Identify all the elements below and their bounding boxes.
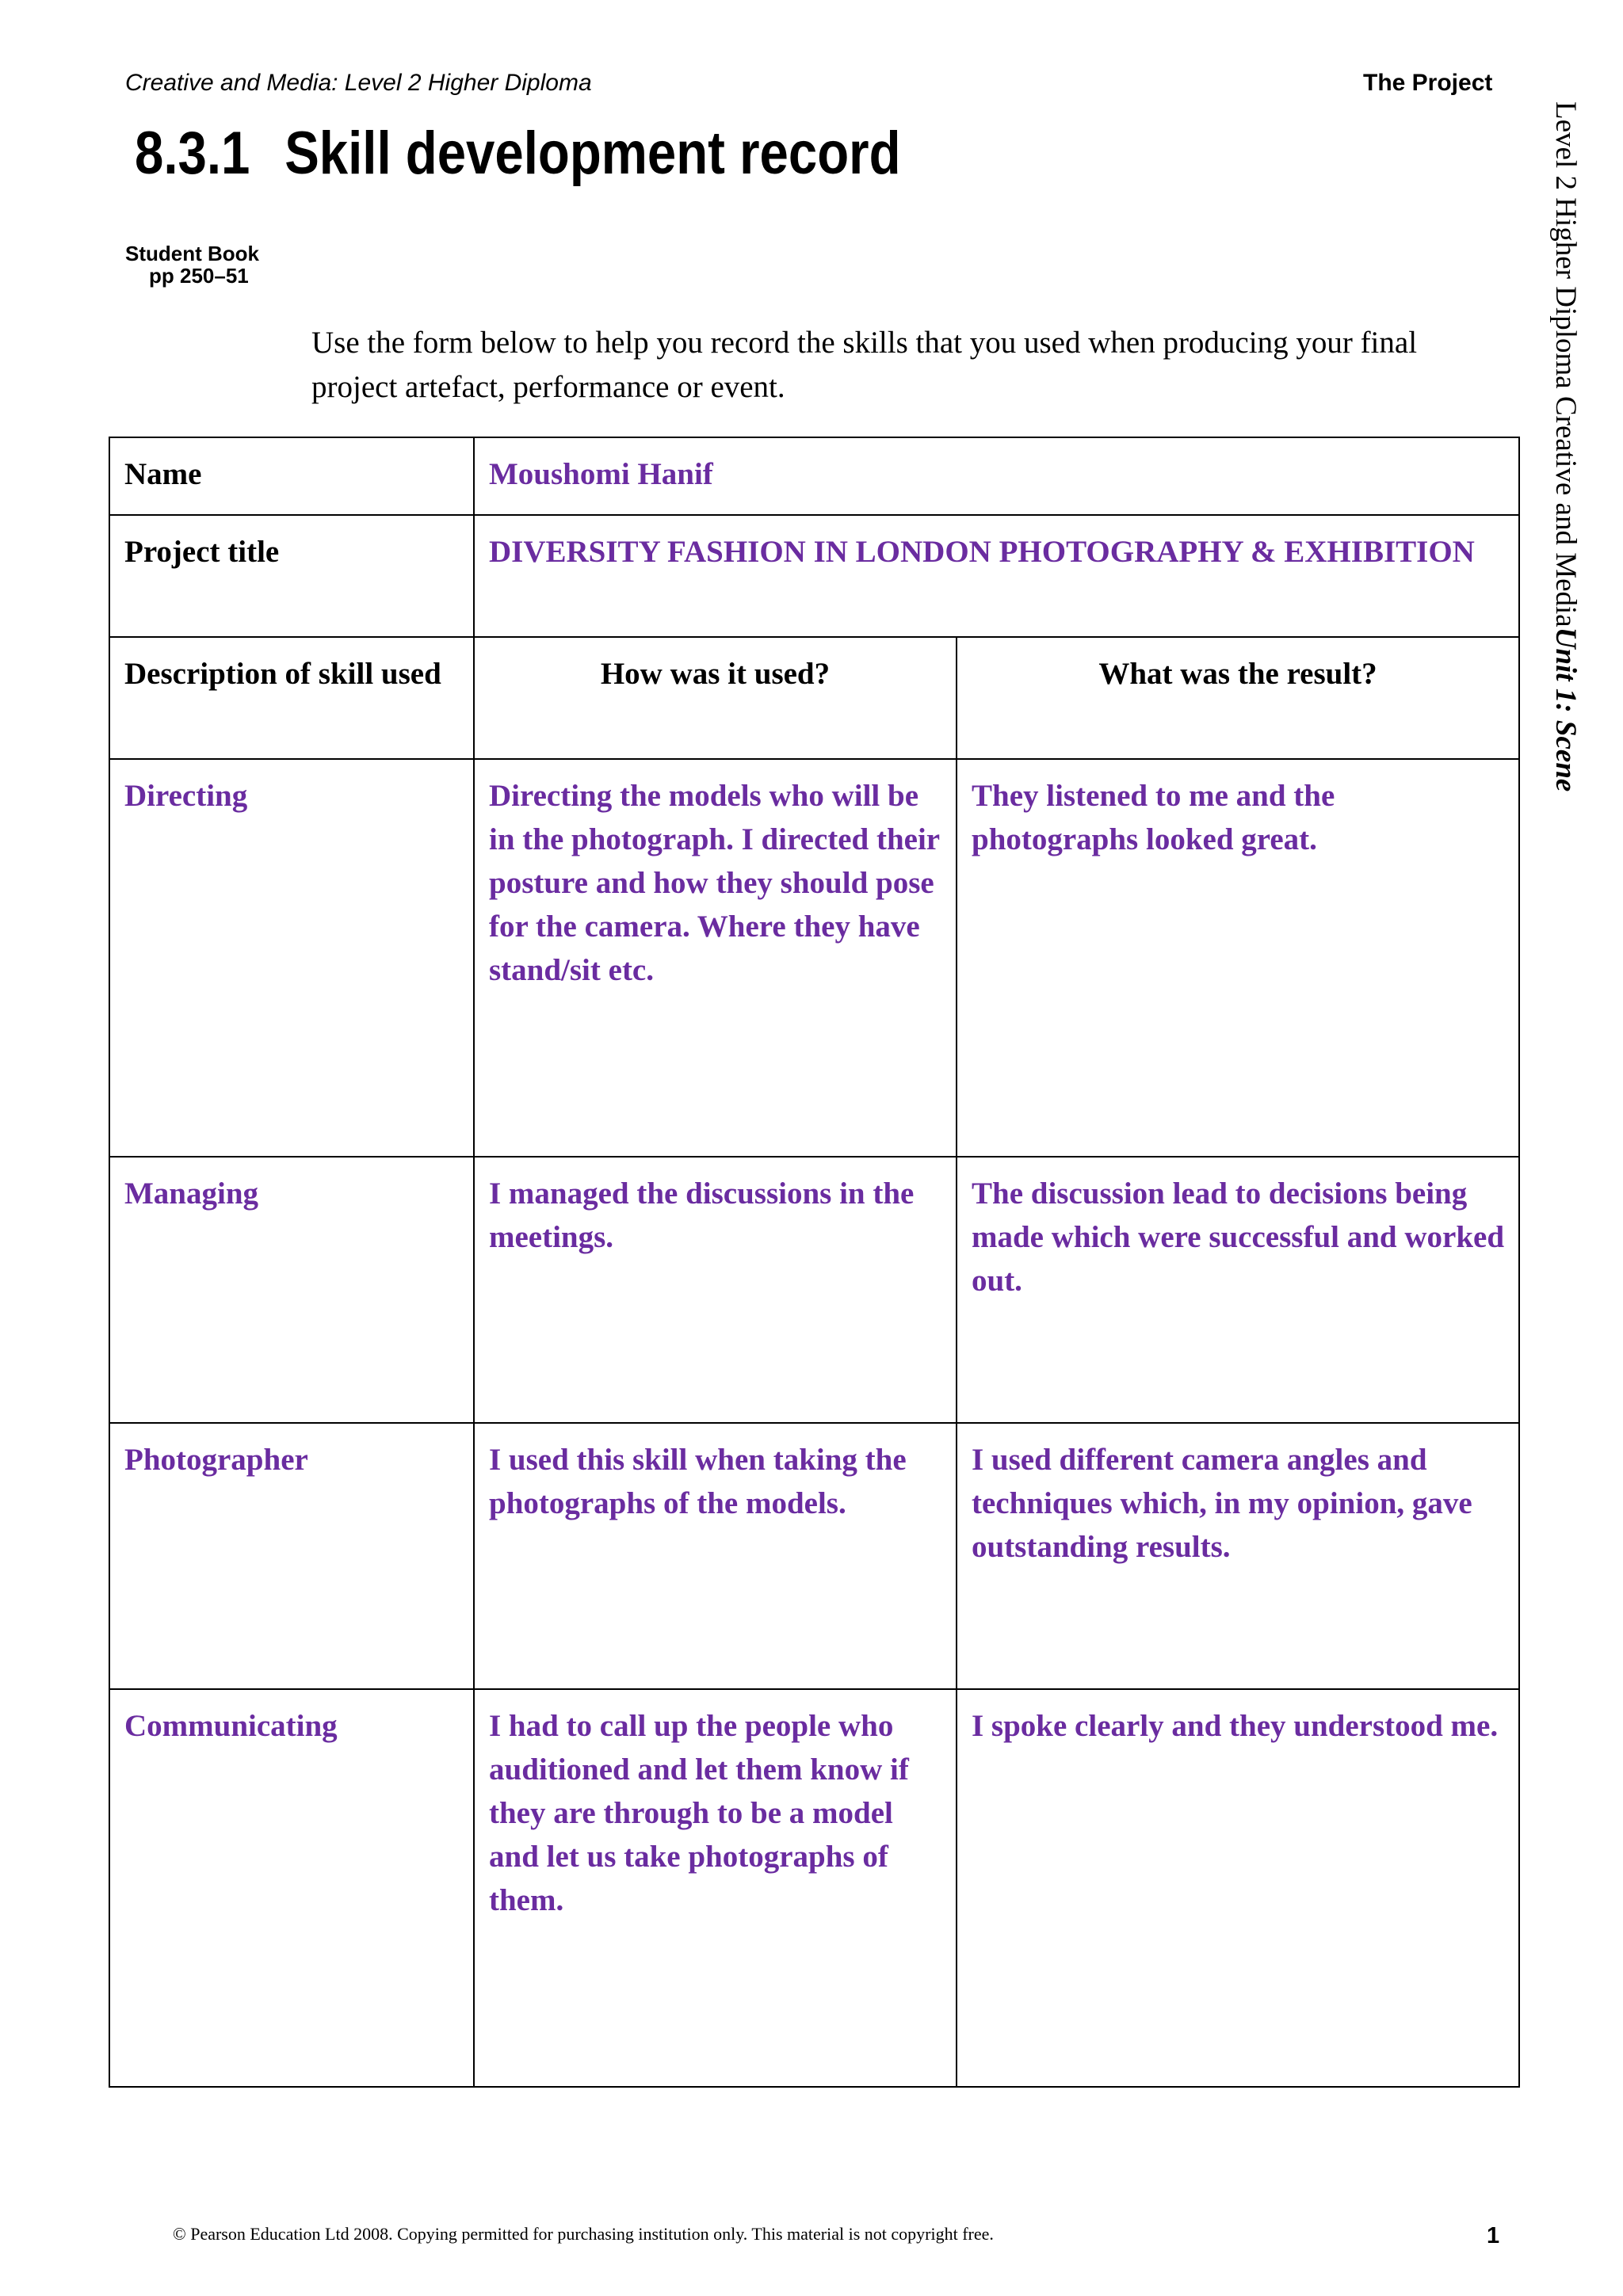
- column-header-row: [109, 637, 1519, 759]
- col-header-skill: Description of skill used: [109, 637, 474, 759]
- page-title: [135, 119, 901, 188]
- result-cell[interactable]: The discussion lead to decisions being made which were successful and worked out.: [957, 1157, 1519, 1423]
- name-label: Name: [109, 437, 474, 515]
- skill-cell[interactable]: Photographer: [109, 1423, 474, 1689]
- title-number: 8.3.1: [135, 120, 250, 187]
- copyright-footer: © Pearson Education Ltd 2008. Copying permitted for purchasing institution only. This material is not copyright free.: [173, 2224, 994, 2244]
- table-row: [109, 1689, 1519, 2087]
- side-banner-unit: Unit 1: Scene: [1549, 627, 1582, 792]
- skill-cell[interactable]: Communicating: [109, 1689, 474, 2087]
- result-cell[interactable]: I spoke clearly and they understood me.: [957, 1689, 1519, 2087]
- name-row: [109, 437, 1519, 515]
- how-cell[interactable]: I managed the discussions in the meetings.: [474, 1157, 957, 1423]
- title-text: Skill development record: [285, 120, 901, 187]
- how-cell[interactable]: I used this skill when taking the photographs of the models.: [474, 1423, 957, 1689]
- name-value[interactable]: Moushomi Hanif: [474, 437, 1519, 515]
- col-header-how: How was it used?: [474, 637, 957, 759]
- result-cell[interactable]: I used different camera angles and techniques which, in my opinion, gave outstanding results.: [957, 1423, 1519, 1689]
- side-banner: [1549, 101, 1583, 791]
- intro-text: Use the form below to help you record the skills that you used when producing your final project artefact, performance or event.: [311, 326, 1418, 404]
- side-banner-text: Level 2 Higher Diploma Creative and Media: [1549, 101, 1582, 627]
- table-row: [109, 759, 1519, 1157]
- project-row: [109, 515, 1519, 637]
- skill-cell[interactable]: Managing: [109, 1157, 474, 1423]
- how-cell[interactable]: Directing the models who will be in the photograph. I directed their posture and how they should pose for the camera. Where they have stand/sit etc.: [474, 759, 957, 1157]
- project-title-label: Project title: [109, 515, 474, 637]
- how-cell[interactable]: I had to call up the people who auditioned and let them know if they are through to be a model and let us take photographs of them.: [474, 1689, 957, 2087]
- skill-record-form: [109, 437, 1520, 2088]
- skill-cell[interactable]: Directing: [109, 759, 474, 1157]
- result-cell[interactable]: They listened to me and the photographs looked great.: [957, 759, 1519, 1157]
- page-number: 1: [1487, 2223, 1500, 2248]
- header-course: Creative and Media: Level 2 Higher Diploma: [125, 70, 592, 96]
- student-book-label: Student Book: [125, 242, 259, 265]
- table-row: [109, 1423, 1519, 1689]
- project-title-value[interactable]: DIVERSITY FASHION IN LONDON PHOTOGRAPHY & EXHIBITION: [474, 515, 1519, 637]
- student-book-pages: pp 250–51: [149, 264, 249, 288]
- table-row: [109, 1157, 1519, 1423]
- col-header-result: What was the result?: [957, 637, 1519, 759]
- header-section: The Project: [1363, 70, 1493, 96]
